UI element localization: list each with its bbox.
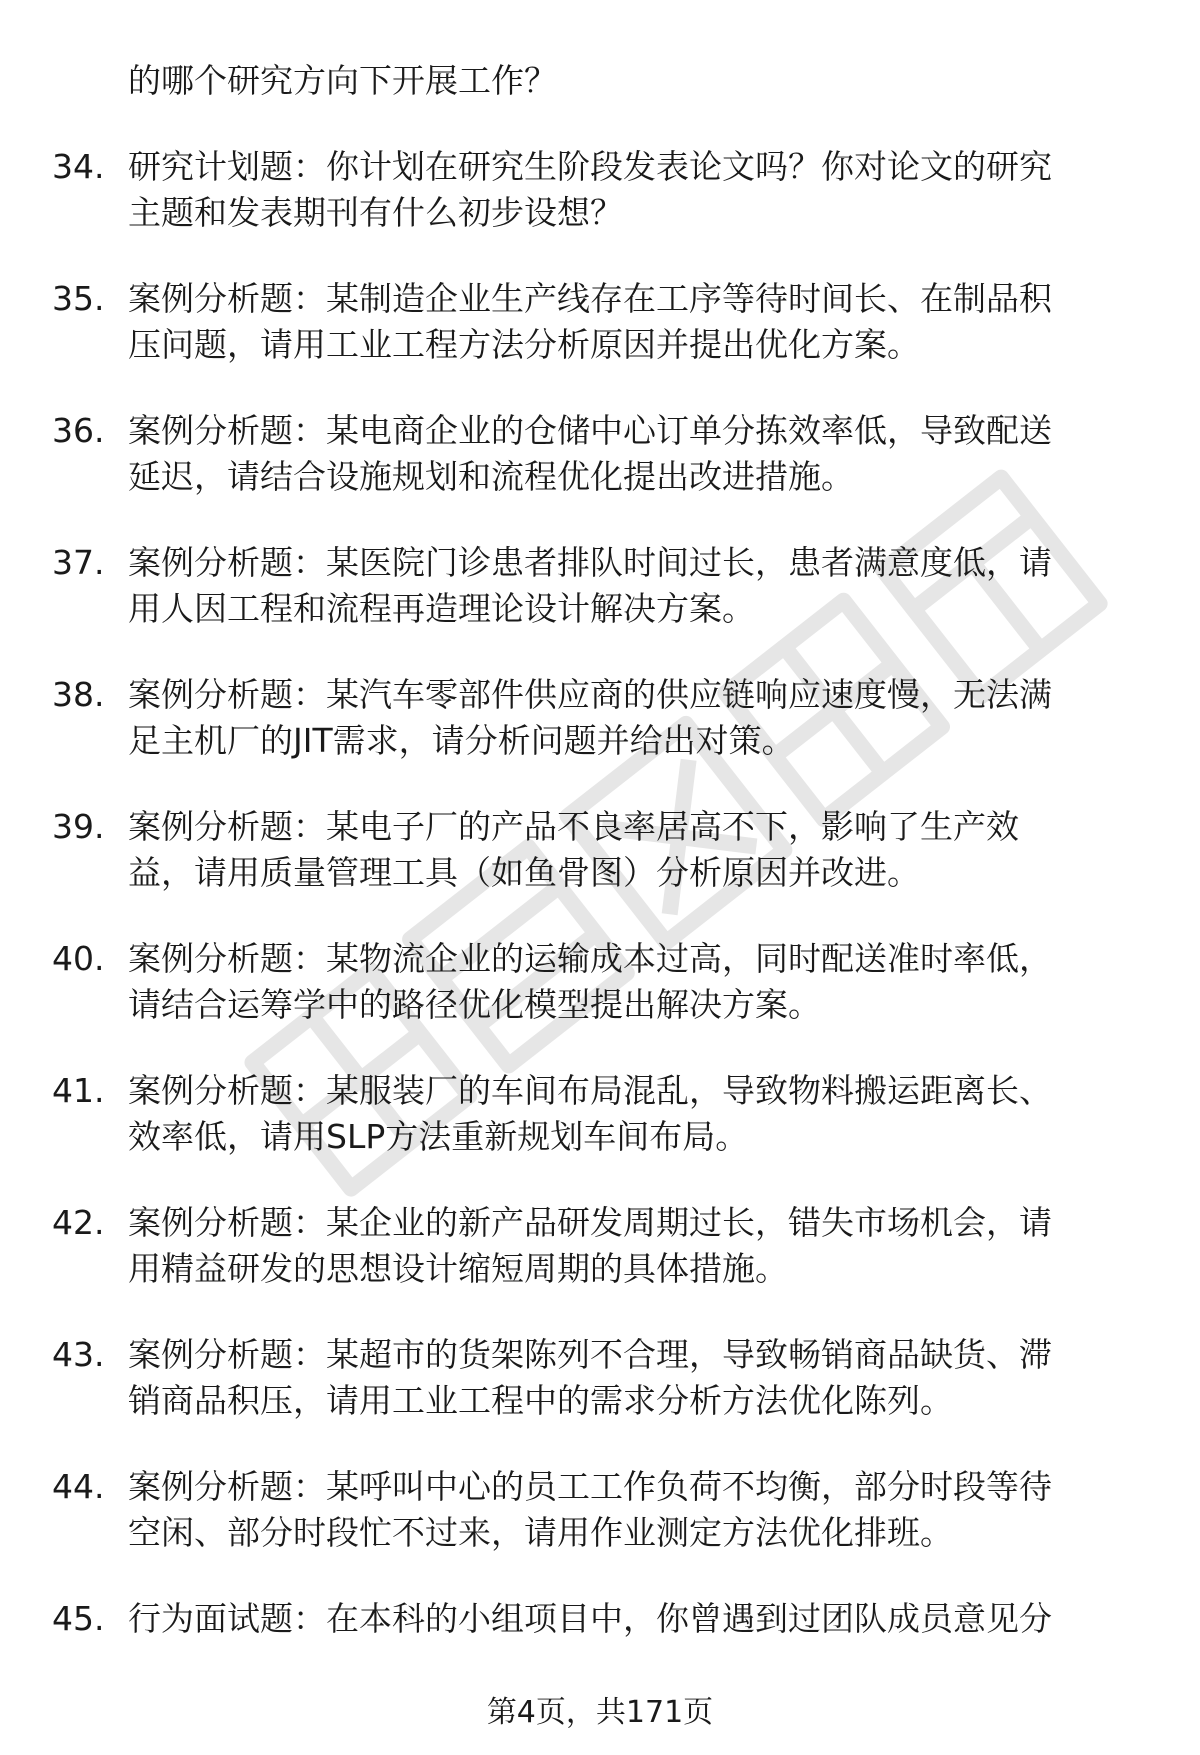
question-number: 38. (52, 675, 105, 714)
question-text: 主题和发表期刊有什么初步设想？ (128, 193, 623, 232)
question-list (52, 144, 1152, 1642)
question-number: 34. (52, 147, 105, 186)
question-text: 案例分析题：某物流企业的运输成本过高，同时配送准时率低， (128, 939, 1052, 978)
question-text: 足主机厂的JIT需求，请分析问题并给出对策。 (128, 721, 795, 760)
question-number: 36. (52, 411, 105, 450)
question-text: 销商品积压，请用工业工程中的需求分析方法优化陈列。 (128, 1381, 953, 1420)
question-item (52, 1596, 1152, 1642)
question-text: 用精益研发的思想设计缩短周期的具体措施。 (128, 1249, 788, 1288)
question-item (52, 1464, 1152, 1556)
question-item (52, 144, 1152, 236)
question-item (52, 408, 1152, 500)
question-text: 益，请用质量管理工具（如鱼骨图）分析原因并改进。 (128, 853, 920, 892)
question-item (52, 540, 1152, 632)
page-content (52, 58, 1152, 1682)
question-text: 行为面试题：在本科的小组项目中，你曾遇到过团队成员意见分 (128, 1599, 1052, 1638)
question-number: 37. (52, 543, 105, 582)
question-text: 案例分析题：某电子厂的产品不良率居高不下，影响了生产效 (128, 807, 1019, 846)
continuation-text: 的哪个研究方向下开展工作？ (128, 61, 557, 100)
question-text: 案例分析题：某超市的货架陈列不合理，导致畅销商品缺货、滞 (128, 1335, 1052, 1374)
question-item (52, 1200, 1152, 1292)
question-text: 用人因工程和流程再造理论设计解决方案。 (128, 589, 755, 628)
question-item (52, 804, 1152, 896)
question-text: 案例分析题：某服装厂的车间布局混乱，导致物料搬运距离长、 (128, 1071, 1052, 1110)
question-number: 44. (52, 1467, 105, 1506)
question-text: 案例分析题：某医院门诊患者排队时间过长，患者满意度低，请 (128, 543, 1052, 582)
question-item (52, 936, 1152, 1028)
question-text: 压问题，请用工业工程方法分析原因并提出优化方案。 (128, 325, 920, 364)
question-text: 案例分析题：某呼叫中心的员工工作负荷不均衡，部分时段等待 (128, 1467, 1052, 1506)
question-item (52, 276, 1152, 368)
question-number: 42. (52, 1203, 105, 1242)
question-text: 延迟，请结合设施规划和流程优化提出改进措施。 (128, 457, 854, 496)
question-text: 效率低，请用SLP方法重新规划车间布局。 (128, 1117, 749, 1156)
question-item (52, 1332, 1152, 1424)
question-number: 43. (52, 1335, 105, 1374)
question-number: 41. (52, 1071, 105, 1110)
question-item (52, 1068, 1152, 1160)
question-number: 40. (52, 939, 105, 978)
question-text: 案例分析题：某电商企业的仓储中心订单分拣效率低，导致配送 (128, 411, 1052, 450)
question-number: 39. (52, 807, 105, 846)
question-text: 研究计划题：你计划在研究生阶段发表论文吗？你对论文的研究 (128, 147, 1052, 186)
page-footer: 第4页，共171页 (486, 1695, 714, 1730)
question-text: 空闲、部分时段忙不过来，请用作业测定方法优化排班。 (128, 1513, 953, 1552)
question-text: 案例分析题：某汽车零部件供应商的供应链响应速度慢，无法满 (128, 675, 1052, 714)
question-text: 请结合运筹学中的路径优化模型提出解决方案。 (128, 985, 821, 1024)
question-number: 45. (52, 1599, 105, 1638)
question-item (52, 672, 1152, 764)
question-text: 案例分析题：某企业的新产品研发周期过长，错失市场机会，请 (128, 1203, 1052, 1242)
question-text: 案例分析题：某制造企业生产线存在工序等待时间长、在制品积 (128, 279, 1052, 318)
question-number: 35. (52, 279, 105, 318)
